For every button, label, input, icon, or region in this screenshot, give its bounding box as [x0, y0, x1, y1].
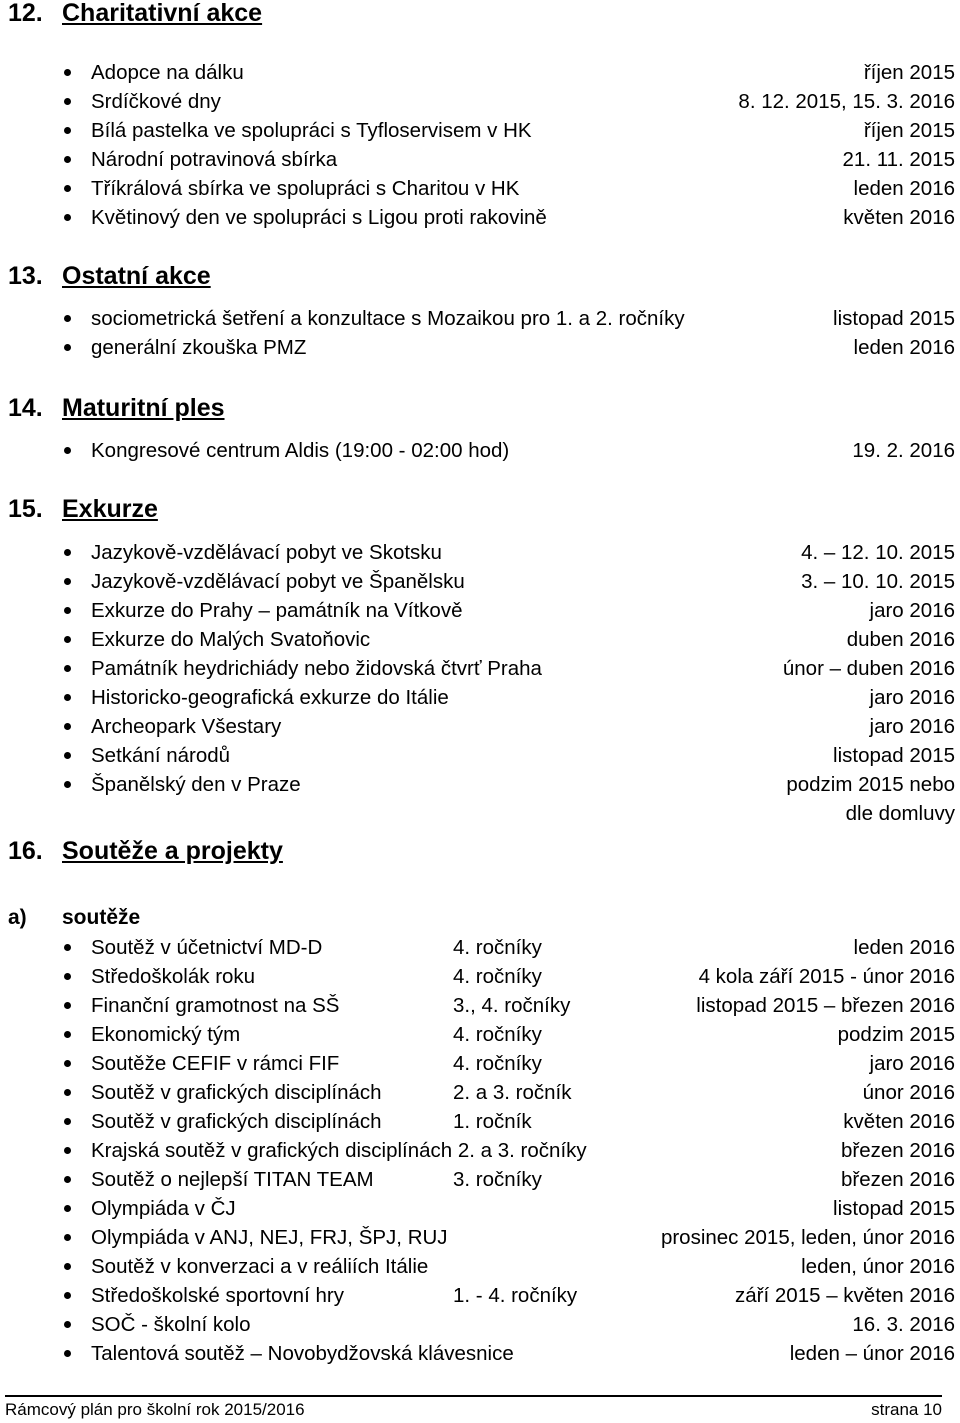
- bullet-icon: [64, 549, 71, 556]
- bullet-icon: [64, 578, 71, 585]
- page-footer: [5, 1395, 942, 1423]
- list-item: [0, 654, 960, 683]
- bullet-icon: [64, 185, 71, 192]
- list-item: [0, 333, 960, 362]
- item-label: Soutěž v konverzaci a v reáliích Itálie: [91, 1255, 429, 1278]
- list-item: [0, 1136, 960, 1165]
- item-date: říjen 2015: [863, 61, 955, 84]
- item-label: SOČ - školní kolo: [91, 1313, 251, 1336]
- item-date: podzim 2015 nebo: [786, 773, 955, 796]
- item-date: únor – duben 2016: [782, 657, 955, 680]
- list-item: [0, 116, 960, 145]
- item-date: březen 2016: [841, 1139, 955, 1162]
- section-number: 16.: [8, 837, 43, 865]
- bullet-icon: [64, 447, 71, 454]
- subsection-letter: a): [8, 906, 27, 929]
- page-number: strana 10: [871, 1400, 942, 1419]
- item-grade: 4. ročníky: [453, 1052, 542, 1075]
- item-label: Setkání národů: [91, 744, 231, 767]
- section-title: Exkurze: [62, 495, 158, 523]
- section-heading-15: [8, 494, 158, 524]
- subsection-title: soutěže: [62, 906, 141, 929]
- item-label: Historicko-geografická exkurze do Itálie: [91, 686, 449, 709]
- item-label: Adopce na dálku: [91, 61, 244, 84]
- item-label: Exkurze do Malých Svatoňovic: [91, 628, 371, 651]
- item-date: duben 2016: [846, 628, 955, 651]
- footer-title: Rámcový plán pro školní rok 2015/2016: [5, 1400, 305, 1419]
- item-date: 19. 2. 2016: [852, 439, 955, 462]
- item-date: jaro 2016: [869, 599, 955, 622]
- item-date: září 2015 – květen 2016: [735, 1284, 955, 1307]
- item-grade: 4. ročníky: [453, 965, 542, 988]
- section-number: 12.: [8, 0, 43, 27]
- bullet-icon: [64, 344, 71, 351]
- section-number: 15.: [8, 495, 43, 523]
- list-item: [0, 933, 960, 962]
- list-item: [0, 1310, 960, 1339]
- bullet-icon: [64, 1263, 71, 1270]
- charity-list: [0, 58, 960, 232]
- item-label: Španělský den v Praze: [91, 773, 301, 796]
- other-events-list: [0, 304, 960, 362]
- item-date: 21. 11. 2015: [842, 148, 955, 171]
- item-label: Památník heydrichiády nebo židovská čtvrť Praha: [91, 657, 542, 680]
- item-label: Středoškolské sportovní hry: [91, 1284, 344, 1307]
- bullet-icon: [64, 1060, 71, 1067]
- item-label: Kongresové centrum Aldis (19:00 - 02:00 hod): [91, 439, 510, 462]
- list-item: [0, 1107, 960, 1136]
- item-grade: 2. a 3. ročník: [453, 1081, 572, 1104]
- item-date: leden 2016: [853, 177, 955, 200]
- bullet-icon: [64, 1147, 71, 1154]
- list-item: [0, 174, 960, 203]
- section-number: 14.: [8, 394, 43, 422]
- list-item: [0, 596, 960, 625]
- bullet-icon: [64, 156, 71, 163]
- item-label: Jazykově-vzdělávací pobyt ve Španělsku: [91, 570, 465, 593]
- item-label: sociometrická šetření a konzultace s Mozaikou pro 1. a 2. ročníky: [91, 307, 685, 330]
- item-label: Olympiáda v ČJ: [91, 1197, 236, 1220]
- bullet-icon: [64, 127, 71, 134]
- item-date: únor 2016: [862, 1081, 955, 1104]
- bullet-icon: [64, 1321, 71, 1328]
- list-item: [0, 962, 960, 991]
- item-label: Krajská soutěž v grafických disciplínách 2. a 3. ročníky: [91, 1139, 587, 1162]
- item-grade: 3., 4. ročníky: [453, 994, 571, 1017]
- item-label: Ekonomický tým: [91, 1023, 241, 1046]
- list-item: [0, 87, 960, 116]
- list-item: [0, 683, 960, 712]
- item-date: listopad 2015 – březen 2016: [696, 994, 955, 1017]
- item-label: Tříkrálová sbírka ve spolupráci s Charitou v HK: [91, 177, 520, 200]
- section-number: 13.: [8, 262, 43, 290]
- bullet-icon: [64, 1205, 71, 1212]
- bullet-icon: [64, 781, 71, 788]
- item-date: prosinec 2015, leden, únor 2016: [660, 1226, 955, 1249]
- section-heading-16: [8, 836, 283, 866]
- item-date: listopad 2015: [833, 307, 955, 330]
- item-label: Bílá pastelka ve spolupráci s Tyfloservisem v HK: [91, 119, 532, 142]
- section-heading-13: [8, 261, 211, 291]
- item-label: Talentová soutěž – Novobydžovská klávesnice: [91, 1342, 514, 1365]
- list-item: [0, 1252, 960, 1281]
- bullet-icon: [64, 1234, 71, 1241]
- bullet-icon: [64, 1089, 71, 1096]
- item-label: Soutěž o nejlepší TITAN TEAM: [91, 1168, 374, 1191]
- list-item: [0, 770, 960, 828]
- bullet-icon: [64, 973, 71, 980]
- bullet-icon: [64, 1002, 71, 1009]
- item-date: květen 2016: [843, 206, 955, 229]
- item-date: 8. 12. 2015, 15. 3. 2016: [738, 90, 955, 113]
- ball-list: [0, 436, 960, 465]
- bullet-icon: [64, 607, 71, 614]
- item-date: květen 2016: [843, 1110, 955, 1133]
- bullet-icon: [64, 1031, 71, 1038]
- list-item: [0, 1078, 960, 1107]
- item-label: Soutěž v grafických disciplínách: [91, 1081, 382, 1104]
- contest-list: [0, 933, 960, 1368]
- item-label: Archeopark Všestary: [91, 715, 282, 738]
- bullet-icon: [64, 98, 71, 105]
- list-item: [0, 1194, 960, 1223]
- item-date: podzim 2015: [837, 1023, 955, 1046]
- subsection-heading: [8, 905, 140, 931]
- item-label: Olympiáda v ANJ, NEJ, FRJ, ŠPJ, RUJ: [91, 1226, 448, 1249]
- item-date: 16. 3. 2016: [852, 1313, 955, 1336]
- item-date: jaro 2016: [869, 1052, 955, 1075]
- list-item: [0, 203, 960, 232]
- section-title: Soutěže a projekty: [62, 837, 283, 865]
- item-label: generální zkouška PMZ: [91, 336, 307, 359]
- item-label: Květinový den ve spolupráci s Ligou proti rakovině: [91, 206, 547, 229]
- list-item: [0, 145, 960, 174]
- list-item: [0, 1339, 960, 1368]
- item-label: Soutěže CEFIF v rámci FIF: [91, 1052, 340, 1075]
- item-date: říjen 2015: [863, 119, 955, 142]
- item-date-continuation: dle domluvy: [845, 802, 955, 825]
- item-grade: 4. ročníky: [453, 936, 542, 959]
- bullet-icon: [64, 1350, 71, 1357]
- bullet-icon: [64, 1292, 71, 1299]
- item-label: Exkurze do Prahy – památník na Vítkově: [91, 599, 463, 622]
- item-date: 4. – 12. 10. 2015: [801, 541, 955, 564]
- item-date: leden 2016: [853, 336, 955, 359]
- item-date: jaro 2016: [869, 715, 955, 738]
- section-title: Maturitní ples: [62, 394, 225, 422]
- item-date: leden 2016: [853, 936, 955, 959]
- item-label: Jazykově-vzdělávací pobyt ve Skotsku: [91, 541, 442, 564]
- bullet-icon: [64, 315, 71, 322]
- section-heading-12: [8, 0, 262, 28]
- list-item: [0, 741, 960, 770]
- list-item: [0, 712, 960, 741]
- item-label: Soutěž v grafických disciplínách: [91, 1110, 382, 1133]
- list-item: [0, 1049, 960, 1078]
- bullet-icon: [64, 665, 71, 672]
- item-date: listopad 2015: [833, 1197, 955, 1220]
- item-grade: 1. - 4. ročníky: [453, 1284, 578, 1307]
- item-grade: 4. ročníky: [453, 1023, 542, 1046]
- bullet-icon: [64, 694, 71, 701]
- item-label: Soutěž v účetnictví MD-D: [91, 936, 323, 959]
- item-label: Národní potravinová sbírka: [91, 148, 338, 171]
- section-title: Charitativní akce: [62, 0, 263, 27]
- list-item: [0, 625, 960, 654]
- item-label: Středoškolák roku: [91, 965, 256, 988]
- bullet-icon: [64, 752, 71, 759]
- bullet-icon: [64, 1118, 71, 1125]
- bullet-icon: [64, 69, 71, 76]
- list-item: [0, 436, 960, 465]
- list-item: [0, 567, 960, 596]
- item-label: Srdíčkové dny: [91, 90, 221, 113]
- list-item: [0, 304, 960, 333]
- list-item: [0, 991, 960, 1020]
- item-date: 3. – 10. 10. 2015: [801, 570, 955, 593]
- item-date: 4 kola září 2015 - únor 2016: [698, 965, 955, 988]
- section-title: Ostatní akce: [62, 262, 211, 290]
- excursion-list: [0, 538, 960, 828]
- item-date: březen 2016: [841, 1168, 955, 1191]
- bullet-icon: [64, 214, 71, 221]
- bullet-icon: [64, 636, 71, 643]
- list-item: [0, 1165, 960, 1194]
- list-item: [0, 58, 960, 87]
- list-item: [0, 1281, 960, 1310]
- item-date: leden – únor 2016: [789, 1342, 955, 1365]
- list-item: [0, 538, 960, 567]
- item-label: Finanční gramotnost na SŠ: [91, 994, 340, 1017]
- item-date: listopad 2015: [833, 744, 955, 767]
- list-item: [0, 1223, 960, 1252]
- section-heading-14: [8, 393, 225, 423]
- bullet-icon: [64, 944, 71, 951]
- item-date: leden, únor 2016: [801, 1255, 955, 1278]
- bullet-icon: [64, 1176, 71, 1183]
- item-grade: 1. ročník: [453, 1110, 532, 1133]
- item-date: jaro 2016: [869, 686, 955, 709]
- bullet-icon: [64, 723, 71, 730]
- list-item: [0, 1020, 960, 1049]
- item-grade: 3. ročníky: [453, 1168, 542, 1191]
